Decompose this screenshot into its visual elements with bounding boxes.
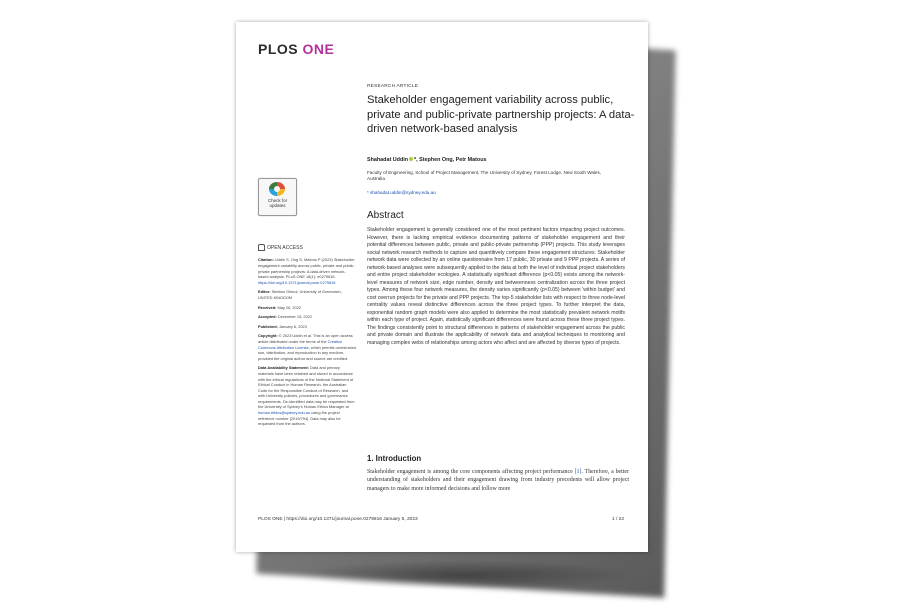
article-type: RESEARCH ARTICLE [367, 84, 419, 89]
check-for-updates-label: Check for updates [267, 198, 288, 208]
copyright: Copyright: © 2023 Uddin et al. This is an open access article distributed under the terms of the Creative Commons Attribution License, which permits unrestricted use, distribution, and reproduction in any medium, provided the original author and source are credited. [258, 333, 356, 361]
citation-doi-link[interactable]: https://doi.org/10.1371/journal.pone.0279816 [258, 279, 336, 285]
citation: Citation: Uddin S, Ong S, Matous P (2023) Stakeholder engagement variability across public, private and public-private partnership projects: A data-driven network-based analysis. PLoS ONE 18(1): e0279816. https://doi.org/10.1371/journal.pone.0279816 [258, 257, 355, 285]
affiliation: Faculty of Engineering, School of Project Management, The University of Sydney, Forest Lodge, New South Wales, Australia [367, 170, 602, 182]
introduction-text: Stakeholder engagement is among the core components affecting project performance [1]. Therefore, a better understanding of stakeholders and their engagement drawing from industry precedents will allow project managers to make more informed decisions and follow more [367, 469, 629, 492]
footer-journal-doi: PLOS ONE | https://doi.org/10.1371/journal.pone.0279816 January 6, 2023 [258, 517, 418, 522]
floor-shadow [300, 560, 630, 590]
open-lock-icon [258, 244, 265, 251]
data-availability: Data Availability Statement: Data and primary materials have been retained and stored in accordance with the ethical regulations of the National Statement of Ethical Conduct in Human Research, the Australian Code for the Responsible Conduct of Research, and with University policies, procedures and governance requirements. De-identified data may be requested from the University of Sydney's Human Ethics Manager at human.ethics@sydney.edu.au using the project reference number [2019/794]. Data may also be requested from the authors. [258, 365, 355, 427]
logo-plos: PLOS [258, 41, 299, 57]
accepted-date: Accepted: December 15, 2022 [258, 314, 313, 320]
citation-link[interactable]: [1] [574, 469, 582, 475]
first-author: Shahadat Uddin [367, 157, 409, 163]
introduction-heading: 1. Introduction [367, 454, 422, 463]
ethics-email-link[interactable]: human.ethics@sydney.edu.au [258, 410, 311, 416]
other-authors: *, Stephen Ong, Petr Matous [414, 157, 487, 163]
abstract-text: Stakeholder engagement is generally considered one of the most pertinent factors impacting project outcomes. However, there is lacking empirical evidence documenting patterns of stakeholder engagement and their potential differences between public, private and public-private partnership (PPP) projects. This study leverages social network research methods to capture and quantitively compare these engagement structures. Stakeholder network data were collected by an online questionnaire from 17 public, 30 private and 9 PPP projects. A series of network-based analyses were subsequently applied to the data at both the level of individual project stakeholders and entire project stakeholder ecologies. A statistically significant difference (p<0.05) exists among the network-level measures of network size, edge number, density and betweenness centralization across the three project types. Among these four network measures, the density varies significantly (p<0.05) between 'within budget' and cost overrun projects for the private and PPP projects. The top-5 stakeholder lists with respect to three node-level centrality values reveal distinctive differences across the three project types. To further interpret the data, exponential random graph models were also applied to determine the most statistically prevalent network motifs within each type of project. Again, statistically significant differences were found across these three project types. The findings consistently point to structural differences in patterns of stakeholder engagement across the public and private domain and illustrate the applicability of network data and analytical techniques to monitoring and managing complex webs of relationships among actors who affect and are affected by diverse types of projects. [367, 227, 625, 346]
published-date: Published: January 6, 2023 [258, 323, 307, 329]
logo-one: ONE [302, 41, 335, 57]
open-access-badge: OPEN ACCESS [258, 244, 356, 251]
check-for-updates-button[interactable] [258, 178, 297, 216]
article-sidebar [258, 244, 356, 431]
orcid-icon[interactable] [409, 157, 413, 161]
paper-page [236, 22, 648, 552]
paper-title: Stakeholder engagement variability across public, private and public-private partnership projects: A data-driven network-based analysis [367, 94, 635, 135]
author-list [367, 157, 487, 163]
corresponding-email[interactable]: * shahadat.uddin@sydney.edu.au [367, 190, 436, 195]
journal-logo [258, 41, 334, 57]
received-date: Received: May 26, 2022 [258, 304, 302, 310]
abstract-heading: Abstract [367, 210, 404, 221]
license-link[interactable]: Creative Commons Attribution License [258, 338, 343, 350]
editor: Editor: Stefano Ghinoi, University of Greenwich, UNITED KINGDOM [258, 289, 342, 300]
crossmark-icon [269, 182, 285, 196]
page-number: 1 / 22 [611, 517, 624, 522]
